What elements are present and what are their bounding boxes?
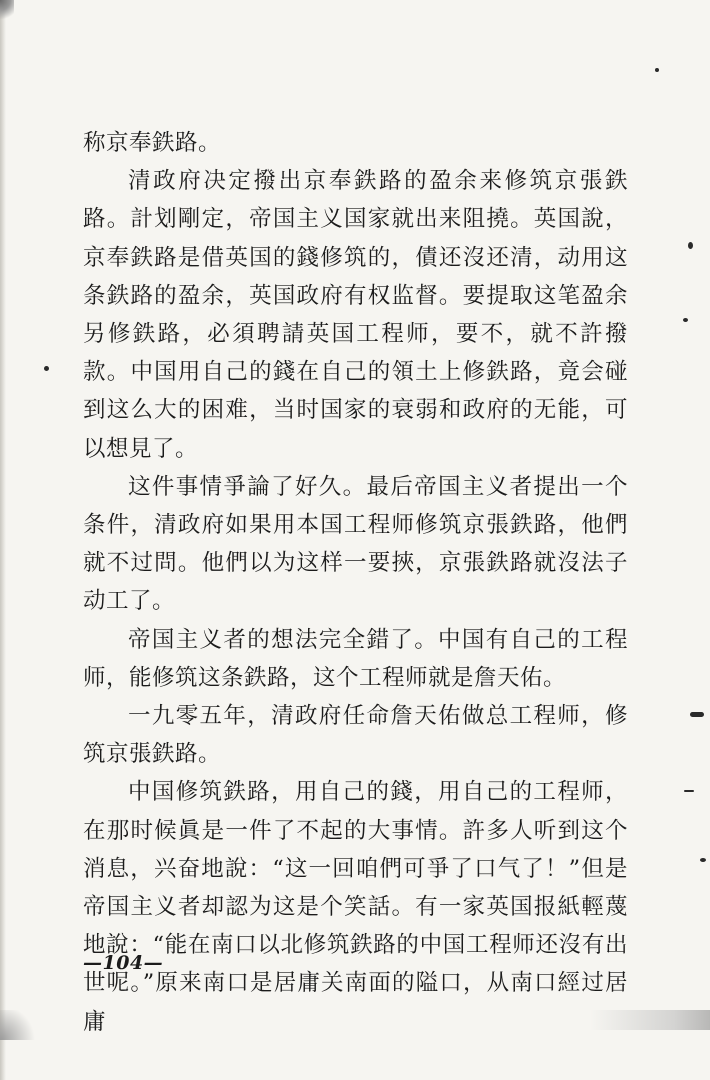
scan-corner-mark xyxy=(0,0,14,22)
page-number: —104— xyxy=(83,952,164,974)
scan-speck xyxy=(690,712,704,717)
scan-speck xyxy=(684,790,694,792)
paragraph: 帝国主义者的想法完全錯了。中国有自己的工程师，能修筑这条鉄路，这个工程师就是詹天佑。 xyxy=(83,626,628,691)
scan-speck xyxy=(683,318,688,322)
scan-speck xyxy=(688,242,693,249)
scan-corner-mark xyxy=(0,1010,40,1040)
scan-speck xyxy=(44,366,49,371)
paragraph: 一九零五年，清政府任命詹天佑做总工程师，修筑京張鉄路。 xyxy=(83,703,628,768)
paragraph: 清政府决定撥出京奉鉄路的盈余来修筑京張鉄路。計划剛定，帝国主义国家就出来阻撓。英国說，京奉鉄路是借英国的錢修筑的，債还沒还清，动用这条鉄路的盈余，英国政府有权监督。要提取这笔盈余另修鉄路，必須聘請英国工程师，要不，就不許撥款。中国用自己的錢在自己的領土上修鉄路，竟会碰到这么大的困难，当时国家的衰弱和政府的无能，可以想見了。 xyxy=(83,168,628,462)
paragraph: 中国修筑鉄路，用自己的錢，用自己的工程师，在那时候眞是一件了不起的大事情。許多人听到这个消息，兴奋地說：“这一回咱們可爭了口气了！”但是帝国主义者却認为这是个笑話。有一家英国报紙輕蔑地說：“能在南口以北修筑鉄路的中国工程师还沒有出世呢。”原来南口是居庸关南面的隘口，从南口經过居庸 xyxy=(83,779,628,1035)
scan-speck xyxy=(655,68,659,72)
page-edge-shadow xyxy=(0,0,6,1080)
paragraph: 称京奉鉄路。 xyxy=(83,130,222,156)
body-text xyxy=(83,124,628,1041)
paragraph: 这件事情爭論了好久。最后帝国主义者提出一个条件，清政府如果用本国工程师修筑京張鉄路，他們就不过問。他們以为这样一要挾，京張鉄路就沒法子动工了。 xyxy=(83,473,628,615)
scan-speck xyxy=(700,858,706,862)
